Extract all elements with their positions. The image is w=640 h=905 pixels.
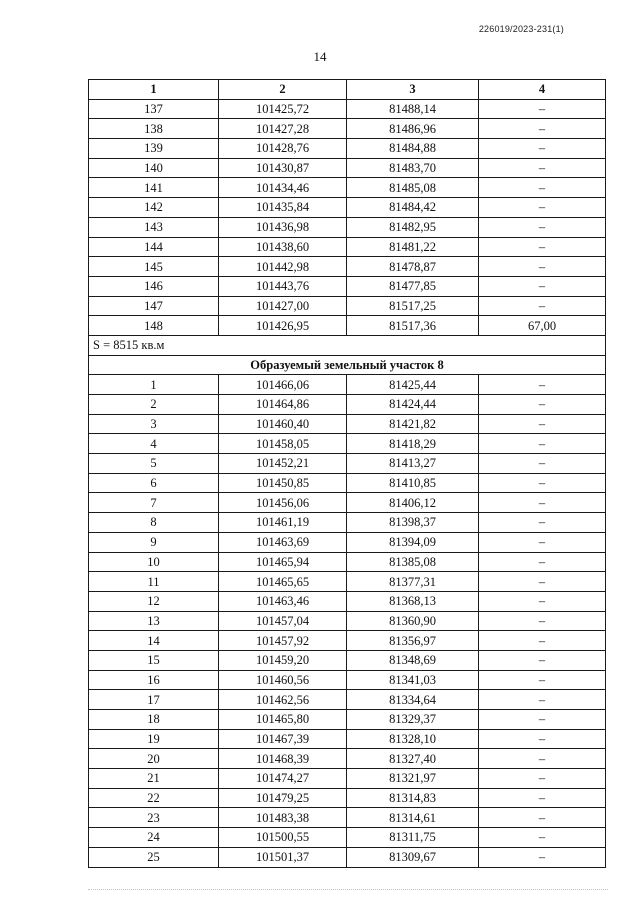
- table-row: [89, 847, 606, 867]
- y-coordinate-cell: 81413,27: [347, 454, 479, 474]
- point-number-cell: 9: [89, 532, 219, 552]
- distance-cell: –: [479, 710, 606, 730]
- y-coordinate-cell: 81327,40: [347, 749, 479, 769]
- distance-cell: –: [479, 670, 606, 690]
- distance-cell: –: [479, 572, 606, 592]
- x-coordinate-cell: 101464,86: [219, 395, 347, 415]
- point-number-cell: 25: [89, 847, 219, 867]
- coordinates-table: [88, 79, 606, 868]
- table-row: [89, 808, 606, 828]
- table-row: [89, 178, 606, 198]
- point-number-cell: 22: [89, 788, 219, 808]
- x-coordinate-cell: 101501,37: [219, 847, 347, 867]
- x-coordinate-cell: 101474,27: [219, 769, 347, 789]
- y-coordinate-cell: 81329,37: [347, 710, 479, 730]
- distance-cell: –: [479, 769, 606, 789]
- y-coordinate-cell: 81477,85: [347, 276, 479, 296]
- distance-cell: –: [479, 296, 606, 316]
- table-body-plot-8: [89, 375, 606, 867]
- x-coordinate-cell: 101465,65: [219, 572, 347, 592]
- point-number-cell: 2: [89, 395, 219, 415]
- x-coordinate-cell: 101427,28: [219, 119, 347, 139]
- y-coordinate-cell: 81424,44: [347, 395, 479, 415]
- distance-cell: –: [479, 257, 606, 277]
- x-coordinate-cell: 101456,06: [219, 493, 347, 513]
- y-coordinate-cell: 81394,09: [347, 532, 479, 552]
- x-coordinate-cell: 101467,39: [219, 729, 347, 749]
- distance-cell: –: [479, 395, 606, 415]
- table-row: [89, 710, 606, 730]
- table-row: [89, 611, 606, 631]
- y-coordinate-cell: 81356,97: [347, 631, 479, 651]
- distance-cell: –: [479, 375, 606, 395]
- distance-cell: –: [479, 513, 606, 533]
- point-number-cell: 137: [89, 99, 219, 119]
- distance-cell: –: [479, 119, 606, 139]
- y-coordinate-cell: 81406,12: [347, 493, 479, 513]
- table-row: [89, 99, 606, 119]
- y-coordinate-cell: 81385,08: [347, 552, 479, 572]
- distance-cell: –: [479, 217, 606, 237]
- table-row: [89, 670, 606, 690]
- point-number-cell: 147: [89, 296, 219, 316]
- y-coordinate-cell: 81425,44: [347, 375, 479, 395]
- point-number-cell: 16: [89, 670, 219, 690]
- y-coordinate-cell: 81484,42: [347, 198, 479, 218]
- y-coordinate-cell: 81418,29: [347, 434, 479, 454]
- y-coordinate-cell: 81517,25: [347, 296, 479, 316]
- column-header-3: 3: [347, 80, 479, 100]
- table-row: [89, 513, 606, 533]
- table-row: [89, 749, 606, 769]
- point-number-cell: 3: [89, 414, 219, 434]
- table-row: [89, 631, 606, 651]
- x-coordinate-cell: 101468,39: [219, 749, 347, 769]
- point-number-cell: 6: [89, 473, 219, 493]
- table-row: [89, 650, 606, 670]
- y-coordinate-cell: 81377,31: [347, 572, 479, 592]
- area-row: [89, 335, 606, 355]
- section-row: [89, 355, 606, 375]
- point-number-cell: 11: [89, 572, 219, 592]
- point-number-cell: 138: [89, 119, 219, 139]
- table-row: [89, 139, 606, 159]
- table-header: [89, 80, 606, 100]
- point-number-cell: 12: [89, 591, 219, 611]
- point-number-cell: 1: [89, 375, 219, 395]
- distance-cell: –: [479, 237, 606, 257]
- table-row: [89, 276, 606, 296]
- table-row: [89, 257, 606, 277]
- x-coordinate-cell: 101450,85: [219, 473, 347, 493]
- point-number-cell: 10: [89, 552, 219, 572]
- distance-cell: –: [479, 591, 606, 611]
- distance-cell: –: [479, 276, 606, 296]
- section-title: Образуемый земельный участок 8: [89, 355, 606, 375]
- y-coordinate-cell: 81321,97: [347, 769, 479, 789]
- point-number-cell: 14: [89, 631, 219, 651]
- column-header-1: 1: [89, 80, 219, 100]
- column-header-2: 2: [219, 80, 347, 100]
- y-coordinate-cell: 81368,13: [347, 591, 479, 611]
- y-coordinate-cell: 81483,70: [347, 158, 479, 178]
- distance-cell: –: [479, 139, 606, 159]
- x-coordinate-cell: 101465,94: [219, 552, 347, 572]
- table-row: [89, 375, 606, 395]
- table-row: [89, 119, 606, 139]
- distance-cell: 67,00: [479, 316, 606, 336]
- x-coordinate-cell: 101434,46: [219, 178, 347, 198]
- distance-cell: –: [479, 552, 606, 572]
- table-row: [89, 395, 606, 415]
- x-coordinate-cell: 101463,69: [219, 532, 347, 552]
- x-coordinate-cell: 101443,76: [219, 276, 347, 296]
- distance-cell: –: [479, 158, 606, 178]
- table-row: [89, 296, 606, 316]
- distance-cell: –: [479, 631, 606, 651]
- point-number-cell: 8: [89, 513, 219, 533]
- x-coordinate-cell: 101460,56: [219, 670, 347, 690]
- x-coordinate-cell: 101438,60: [219, 237, 347, 257]
- x-coordinate-cell: 101483,38: [219, 808, 347, 828]
- x-coordinate-cell: 101461,19: [219, 513, 347, 533]
- point-number-cell: 145: [89, 257, 219, 277]
- point-number-cell: 7: [89, 493, 219, 513]
- point-number-cell: 5: [89, 454, 219, 474]
- point-number-cell: 146: [89, 276, 219, 296]
- table-body-previous-plot: [89, 99, 606, 335]
- point-number-cell: 4: [89, 434, 219, 454]
- x-coordinate-cell: 101458,05: [219, 434, 347, 454]
- distance-cell: –: [479, 828, 606, 848]
- x-coordinate-cell: 101452,21: [219, 454, 347, 474]
- distance-cell: –: [479, 650, 606, 670]
- distance-cell: –: [479, 473, 606, 493]
- document-number: 226019/2023-231(1): [478, 24, 564, 34]
- y-coordinate-cell: 81482,95: [347, 217, 479, 237]
- distance-cell: –: [479, 454, 606, 474]
- point-number-cell: 141: [89, 178, 219, 198]
- y-coordinate-cell: 81517,36: [347, 316, 479, 336]
- y-coordinate-cell: 81486,96: [347, 119, 479, 139]
- point-number-cell: 143: [89, 217, 219, 237]
- y-coordinate-cell: 81421,82: [347, 414, 479, 434]
- point-number-cell: 15: [89, 650, 219, 670]
- point-number-cell: 18: [89, 710, 219, 730]
- header-row: [89, 80, 606, 100]
- x-coordinate-cell: 101457,92: [219, 631, 347, 651]
- distance-cell: –: [479, 729, 606, 749]
- table-row: [89, 473, 606, 493]
- x-coordinate-cell: 101442,98: [219, 257, 347, 277]
- table-row: [89, 591, 606, 611]
- x-coordinate-cell: 101430,87: [219, 158, 347, 178]
- table-summary: [89, 335, 606, 374]
- distance-cell: –: [479, 532, 606, 552]
- y-coordinate-cell: 81410,85: [347, 473, 479, 493]
- y-coordinate-cell: 81341,03: [347, 670, 479, 690]
- table-row: [89, 690, 606, 710]
- y-coordinate-cell: 81485,08: [347, 178, 479, 198]
- table-row: [89, 158, 606, 178]
- table-row: [89, 414, 606, 434]
- table-row: [89, 434, 606, 454]
- distance-cell: –: [479, 611, 606, 631]
- table-row: [89, 454, 606, 474]
- y-coordinate-cell: 81314,61: [347, 808, 479, 828]
- distance-cell: –: [479, 749, 606, 769]
- point-number-cell: 21: [89, 769, 219, 789]
- table-row: [89, 237, 606, 257]
- area-cell: S = 8515 кв.м: [89, 335, 606, 355]
- point-number-cell: 24: [89, 828, 219, 848]
- x-coordinate-cell: 101463,46: [219, 591, 347, 611]
- x-coordinate-cell: 101435,84: [219, 198, 347, 218]
- point-number-cell: 148: [89, 316, 219, 336]
- table-row: [89, 828, 606, 848]
- x-coordinate-cell: 101462,56: [219, 690, 347, 710]
- x-coordinate-cell: 101466,06: [219, 375, 347, 395]
- x-coordinate-cell: 101436,98: [219, 217, 347, 237]
- point-number-cell: 20: [89, 749, 219, 769]
- y-coordinate-cell: 81309,67: [347, 847, 479, 867]
- x-coordinate-cell: 101500,55: [219, 828, 347, 848]
- point-number-cell: 139: [89, 139, 219, 159]
- y-coordinate-cell: 81478,87: [347, 257, 479, 277]
- distance-cell: –: [479, 414, 606, 434]
- y-coordinate-cell: 81484,88: [347, 139, 479, 159]
- point-number-cell: 13: [89, 611, 219, 631]
- distance-cell: –: [479, 847, 606, 867]
- table-row: [89, 532, 606, 552]
- y-coordinate-cell: 81328,10: [347, 729, 479, 749]
- table-row: [89, 572, 606, 592]
- x-coordinate-cell: 101457,04: [219, 611, 347, 631]
- point-number-cell: 140: [89, 158, 219, 178]
- x-coordinate-cell: 101465,80: [219, 710, 347, 730]
- y-coordinate-cell: 81334,64: [347, 690, 479, 710]
- point-number-cell: 19: [89, 729, 219, 749]
- distance-cell: –: [479, 99, 606, 119]
- x-coordinate-cell: 101427,00: [219, 296, 347, 316]
- point-number-cell: 144: [89, 237, 219, 257]
- y-coordinate-cell: 81314,83: [347, 788, 479, 808]
- table-row: [89, 217, 606, 237]
- x-coordinate-cell: 101460,40: [219, 414, 347, 434]
- distance-cell: –: [479, 493, 606, 513]
- table-row: [89, 552, 606, 572]
- y-coordinate-cell: 81311,75: [347, 828, 479, 848]
- y-coordinate-cell: 81398,37: [347, 513, 479, 533]
- y-coordinate-cell: 81360,90: [347, 611, 479, 631]
- table-row: [89, 493, 606, 513]
- table-row: [89, 316, 606, 336]
- distance-cell: –: [479, 788, 606, 808]
- column-header-4: 4: [479, 80, 606, 100]
- distance-cell: –: [479, 198, 606, 218]
- x-coordinate-cell: 101425,72: [219, 99, 347, 119]
- point-number-cell: 17: [89, 690, 219, 710]
- y-coordinate-cell: 81488,14: [347, 99, 479, 119]
- x-coordinate-cell: 101479,25: [219, 788, 347, 808]
- table-row: [89, 198, 606, 218]
- distance-cell: –: [479, 434, 606, 454]
- footer-scan-noise: [88, 889, 608, 894]
- y-coordinate-cell: 81481,22: [347, 237, 479, 257]
- distance-cell: –: [479, 690, 606, 710]
- distance-cell: –: [479, 808, 606, 828]
- table-row: [89, 729, 606, 749]
- point-number-cell: 23: [89, 808, 219, 828]
- table-row: [89, 788, 606, 808]
- table-row: [89, 769, 606, 789]
- x-coordinate-cell: 101428,76: [219, 139, 347, 159]
- distance-cell: –: [479, 178, 606, 198]
- x-coordinate-cell: 101426,95: [219, 316, 347, 336]
- y-coordinate-cell: 81348,69: [347, 650, 479, 670]
- point-number-cell: 142: [89, 198, 219, 218]
- x-coordinate-cell: 101459,20: [219, 650, 347, 670]
- page-number: 14: [313, 49, 327, 64]
